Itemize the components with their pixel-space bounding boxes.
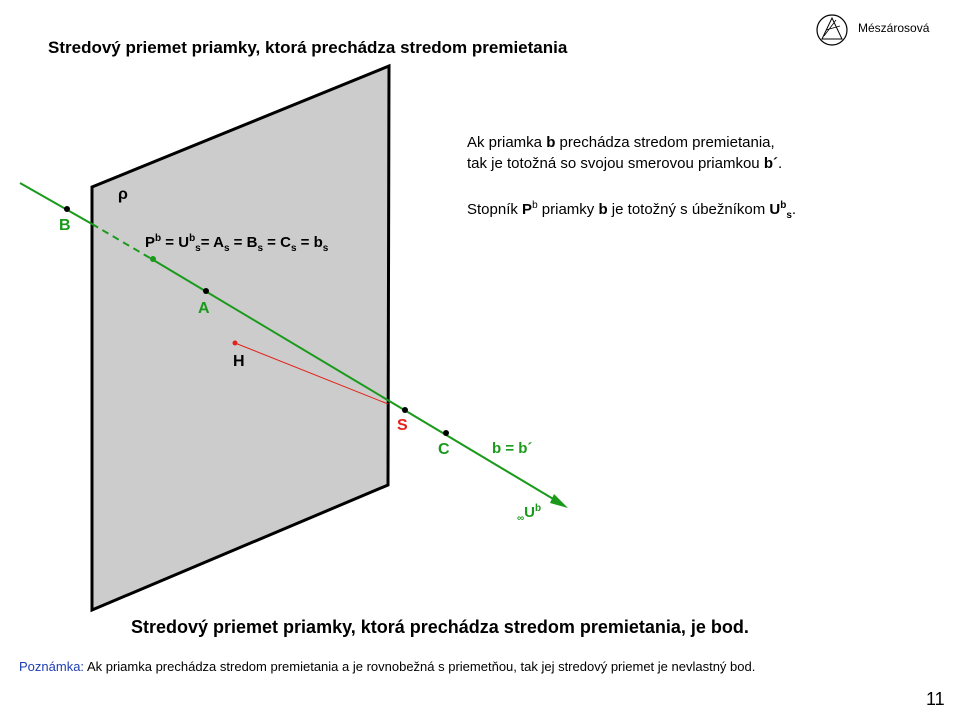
point-p: [150, 256, 156, 262]
description-line-2: tak je totožná so svojou smerovou priamkou b´.: [467, 155, 783, 172]
page-number: 11: [926, 689, 945, 709]
label-b-point: B: [59, 217, 71, 234]
label-a-point: A: [198, 300, 210, 317]
label-vanishing-point: $_\infty U^b$: [517, 503, 542, 524]
logo-icon: [817, 15, 847, 45]
label-c-point: C: [438, 441, 450, 458]
author-name: Mészárosová: [858, 21, 930, 35]
point-a: [203, 288, 209, 294]
description-line-1: Ak priamka b prechádza stredom premietania,: [467, 134, 775, 151]
point-c: [443, 430, 449, 436]
equation-label: $P^b = U^b_s= A_s = B_s = C_s = b_s$: [145, 233, 329, 254]
note-text: Ak priamka prechádza stredom premietania a je rovnobežná s priemetňou, tak jej stredový priemet je nevlastný bod.: [84, 659, 756, 674]
note: [19, 659, 755, 674]
description: [467, 132, 796, 226]
description-line-3: Stopník $P^b$ priamky b je totožný s úbežníkom $U^b_s$.: [467, 200, 797, 221]
projection-plane: [92, 66, 389, 610]
point-h: [233, 341, 238, 346]
point-b: [64, 206, 70, 212]
note-label: Poznámka:: [19, 659, 85, 674]
label-line-b: b = b´: [492, 440, 533, 457]
line-b-arrowhead: [550, 494, 568, 508]
conclusion: Stredový priemet priamky, ktorá prechádza stredom premietania, je bod.: [131, 617, 749, 637]
page-title: Stredový priemet priamky, ktorá prechádza stredom premietania: [48, 38, 568, 57]
label-rho: ρ: [118, 186, 128, 203]
line-b-outer: [20, 183, 92, 224]
label-h-point: H: [233, 353, 245, 370]
point-s: [402, 407, 408, 413]
label-s-point: S: [397, 417, 408, 434]
